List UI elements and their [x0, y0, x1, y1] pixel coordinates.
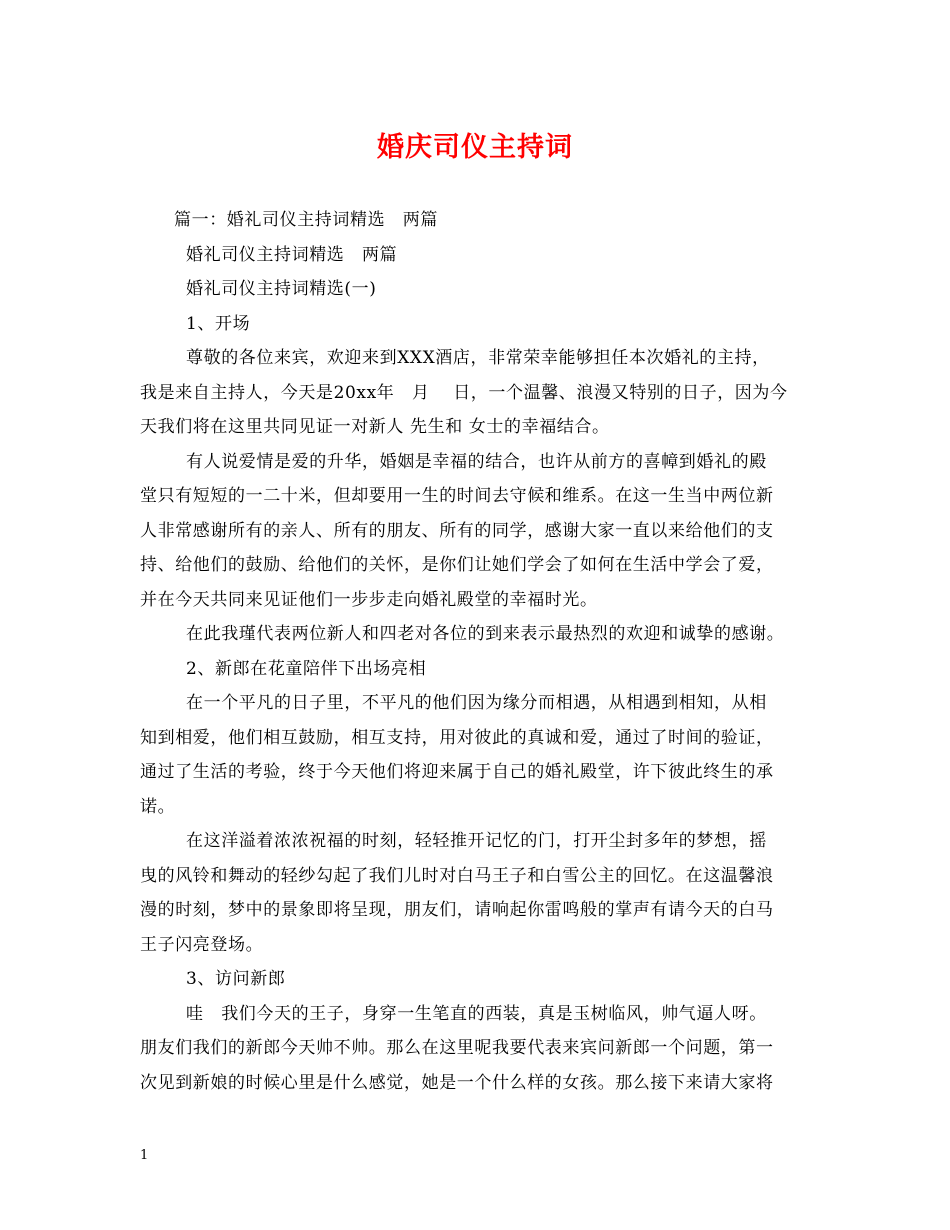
paragraph-love-line-4: 持、给他们的鼓励、给他们的关怀，是你们让她们学会了如何在生活中学会了爱， — [140, 555, 774, 575]
paragraph-love-line-2: 堂只有短短的一二十米，但却要用一生的时间去守候和维系。在这一生当中两位新 — [140, 486, 774, 506]
paragraph-welcome-line-3: 天我们将在这里共同见证一对新人 先生和 女士的幸福结合。 — [140, 417, 610, 437]
paragraph-love-line-3: 人非常感谢所有的亲人、所有的朋友、所有的同学，感谢大家一直以来给他们的支 — [140, 520, 774, 541]
paragraph-destiny-line-4: 诺。 — [140, 796, 176, 817]
paragraph-welcome-line-1: 尊敬的各位来宾，欢迎来到XXX酒店，非常荣幸能够担任本次婚礼的主持， — [186, 348, 770, 368]
paragraph-destiny-line-2: 知到相爱，他们相互鼓励，相互支持，用对彼此的真诚和爱，通过了时间的验证， — [140, 727, 774, 748]
paragraph-love-line-1: 有人说爱情是爱的升华，婚姻是幸福的结合，也许从前方的喜幛到婚礼的殿 — [186, 451, 767, 472]
section-opening: 1、开场 — [186, 313, 251, 334]
section-interview-groom: 3、访问新郎 — [186, 969, 286, 989]
paragraph-destiny-line-1: 在一个平凡的日子里，不平凡的他们因为缘分而相遇，从相遇到相知，从相 — [186, 693, 767, 713]
paragraph-love-line-5: 并在今天共同来见证他们一步步走向婚礼殿堂的幸福时光。 — [140, 589, 598, 610]
paragraph-prince-line-1: 在这洋溢着浓浓祝福的时刻，轻轻推开记忆的门，打开尘封多年的梦想，摇 — [186, 831, 767, 851]
paragraph-destiny-line-3: 通过了生活的考验，终于今天他们将迎来属于自己的婚礼殿堂，许下彼此终生的承 — [140, 762, 774, 782]
paragraph-prince-line-3: 漫的时刻，梦中的景象即将呈现，朋友们，请响起你雷鸣般的掌声有请今天的白马 — [140, 900, 774, 920]
heading-collection-one: 婚礼司仪主持词精选(一) — [186, 279, 377, 299]
heading-collection: 婚礼司仪主持词精选 两篇 — [186, 244, 398, 265]
paragraph-interview-line-1: 哇 我们今天的王子，身穿一生笔直的西装，真是玉树临风，帅气逼人呀。 — [186, 1003, 767, 1024]
page-number: 1 — [140, 1148, 149, 1163]
paragraph-interview-line-2: 朋友们我们的新郎今天帅不帅。那么在这里呢我要代表来宾问新郎一个问题，第一 — [140, 1038, 774, 1058]
paragraph-prince-line-4: 王子闪亮登场。 — [140, 934, 264, 955]
section-groom-entrance: 2、新郎在花童陪伴下出场亮相 — [186, 658, 427, 679]
heading-part-one: 篇一：婚礼司仪主持词精选 两篇 — [174, 210, 438, 230]
paragraph-prince-line-2: 曳的风铃和舞动的轻纱勾起了我们儿时对白马王子和白雪公主的回忆。在这温馨浪 — [140, 865, 774, 886]
paragraph-thanks: 在此我瑾代表两位新人和四老对各位的到来表示最热烈的欢迎和诚挚的感谢。 — [186, 624, 785, 644]
paragraph-interview-line-3: 次见到新娘的时候心里是什么感觉，她是一个什么样的女孩。那么接下来请大家将 — [140, 1072, 774, 1093]
document-body — [140, 203, 812, 1100]
paragraph-welcome-line-2: 我是来自主持人，今天是20xx年 月 日，一个温馨、浪漫又特别的日子，因为今 — [140, 382, 788, 403]
document-title: 婚庆司仪主持词 — [377, 132, 573, 163]
